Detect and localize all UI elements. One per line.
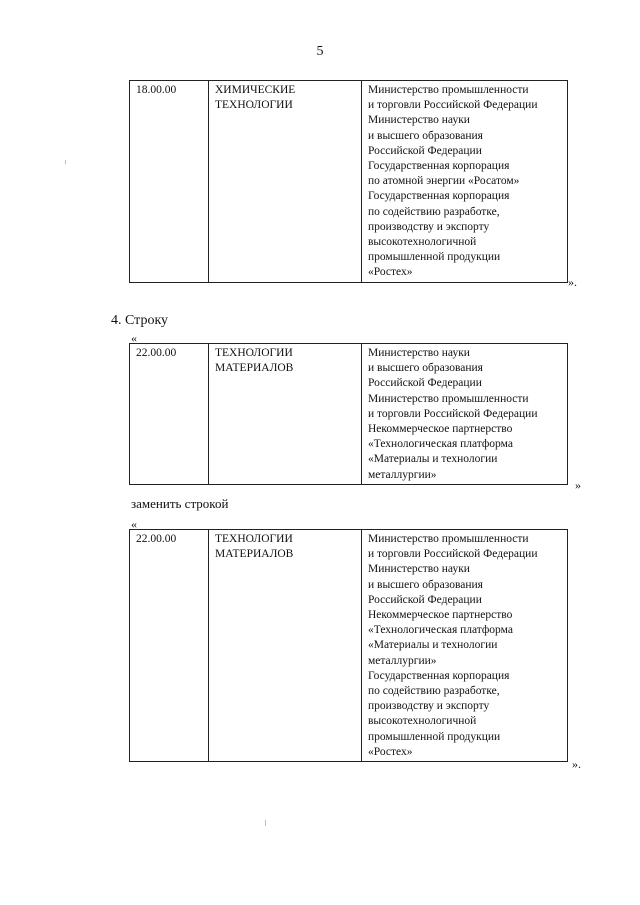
closing-quote-3: ». (572, 757, 581, 771)
ministry-line: Российской Федерации (368, 593, 482, 606)
ministry-line: по атомной энергии «Росатом» (368, 175, 520, 188)
ministry-line: и высшего образования (368, 362, 483, 375)
code-cell (130, 81, 209, 283)
ministry-line: и торговли Российской Федерации (368, 99, 538, 112)
ministry-line: Министерство науки (368, 114, 470, 127)
replace-label: заменить строкой (131, 496, 229, 511)
table-row (130, 81, 568, 283)
ministry-line: Российской Федерации (368, 144, 482, 157)
ministry-line: Государственная корпорация (368, 190, 510, 203)
ministry-line: Министерство науки (368, 347, 470, 359)
scan-artifact (265, 820, 266, 826)
ministry-line: и торговли Российской Федерации (368, 407, 538, 420)
ministry-line: «Технологическая платформа (368, 624, 513, 637)
ministry-line: Министерство промышленности (368, 84, 529, 96)
ministry-cell (362, 530, 568, 762)
ministry-line: Государственная корпорация (368, 160, 510, 173)
ministry-line: и высшего образования (368, 129, 483, 142)
table-row (130, 344, 568, 485)
ministry-line: «Ростех» (368, 745, 413, 758)
ministry-line: высокотехнологичной (368, 236, 477, 249)
ministry-line: и высшего образования (368, 578, 483, 591)
name-cell (209, 344, 362, 485)
name-cell (209, 530, 362, 762)
item-4-label: 4. Строку (111, 313, 169, 328)
ministry-cell (362, 81, 568, 283)
ministry-line: по содействию разработке, (368, 205, 500, 218)
ministry-line: «Материалы и технологии (368, 639, 498, 652)
ministry-line: «Ростех» (368, 266, 413, 279)
closing-quote-2: » (575, 478, 581, 492)
name-line: ХИМИЧЕСКИЕ (215, 84, 296, 96)
name-line: МАТЕРИАЛОВ (215, 548, 294, 561)
ministry-line: металлургии» (368, 468, 437, 481)
ministry-line: Некоммерческое партнерство (368, 609, 513, 622)
ministry-line: промышленной продукции (368, 251, 501, 264)
page-number: 5 (316, 44, 324, 59)
ministry-line: Министерство науки (368, 563, 470, 576)
code-text: 18.00.00 (136, 84, 177, 96)
code-cell (130, 530, 209, 762)
ministry-line: производству и экспорту (368, 700, 490, 713)
ministry-cell (362, 344, 568, 485)
scan-artifact (65, 160, 66, 164)
name-cell (209, 81, 362, 283)
code-text: 22.00.00 (136, 533, 177, 545)
closing-quote-1: ». (568, 275, 577, 289)
ministry-line: Министерство промышленности (368, 533, 529, 545)
table-materials-new (129, 529, 568, 762)
ministry-line: Министерство промышленности (368, 392, 529, 405)
table-row (130, 530, 568, 762)
ministry-line: Государственная корпорация (368, 669, 510, 682)
code-cell (130, 344, 209, 485)
ministry-line: Российской Федерации (368, 377, 482, 390)
name-line: МАТЕРИАЛОВ (215, 362, 294, 375)
ministry-line: высокотехнологичной (368, 715, 477, 728)
table-materials-old (129, 343, 568, 485)
ministry-line: Некоммерческое партнерство (368, 423, 513, 436)
name-line: ТЕХНОЛОГИИ (215, 99, 293, 112)
ministry-line: «Материалы и технологии (368, 453, 498, 466)
name-line: ТЕХНОЛОГИИ (215, 533, 293, 545)
name-line: ТЕХНОЛОГИИ (215, 347, 293, 359)
code-text: 22.00.00 (136, 347, 177, 359)
table-chemical-technologies (129, 80, 568, 283)
open-quote-2: « (131, 331, 137, 345)
ministry-line: по содействию разработке, (368, 685, 500, 698)
open-quote-3: « (131, 517, 137, 531)
ministry-line: промышленной продукции (368, 730, 501, 743)
ministry-line: и торговли Российской Федерации (368, 548, 538, 561)
ministry-line: производству и экспорту (368, 220, 490, 233)
ministry-line: «Технологическая платформа (368, 438, 513, 451)
ministry-line: металлургии» (368, 654, 437, 667)
